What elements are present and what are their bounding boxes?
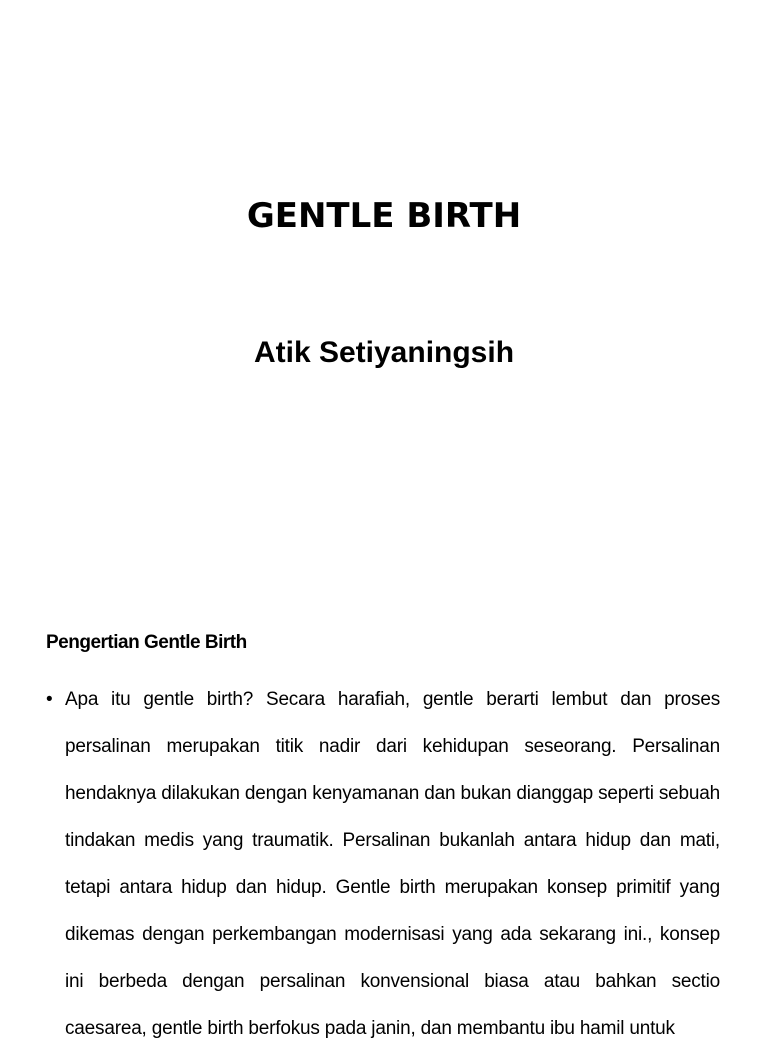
bullet-marker: • [46,689,53,710]
body-paragraph: Apa itu gentle birth? Secara harafiah, gentle berarti lembut dan proses persalinan merupakan titik nadir dari kehidupan seseorang. Persalinan hendaknya dilakukan dengan kenyamanan dan bukan dianggap seperti sebuah tindakan medis yang traumatik. Persalinan bukanlah antara hidup dan mati, tetapi antara hidup dan hidup. Gentle birth merupakan konsep primitif yang dikemas dengan perkembangan modernisasi yang ada sekarang ini., konsep ini berbeda dengan persalinan konvensional biasa atau bahkan sectio caesarea, gentle birth berfokus pada janin, dan membantu ibu hamil untuk [65,689,720,1039]
bullet-list-item [46,676,720,1052]
author-name: Atik Setiyaningsih [253,336,515,369]
document-title: GENTLE BIRTH [246,196,522,236]
section-heading: Pengertian Gentle Birth [46,632,247,653]
